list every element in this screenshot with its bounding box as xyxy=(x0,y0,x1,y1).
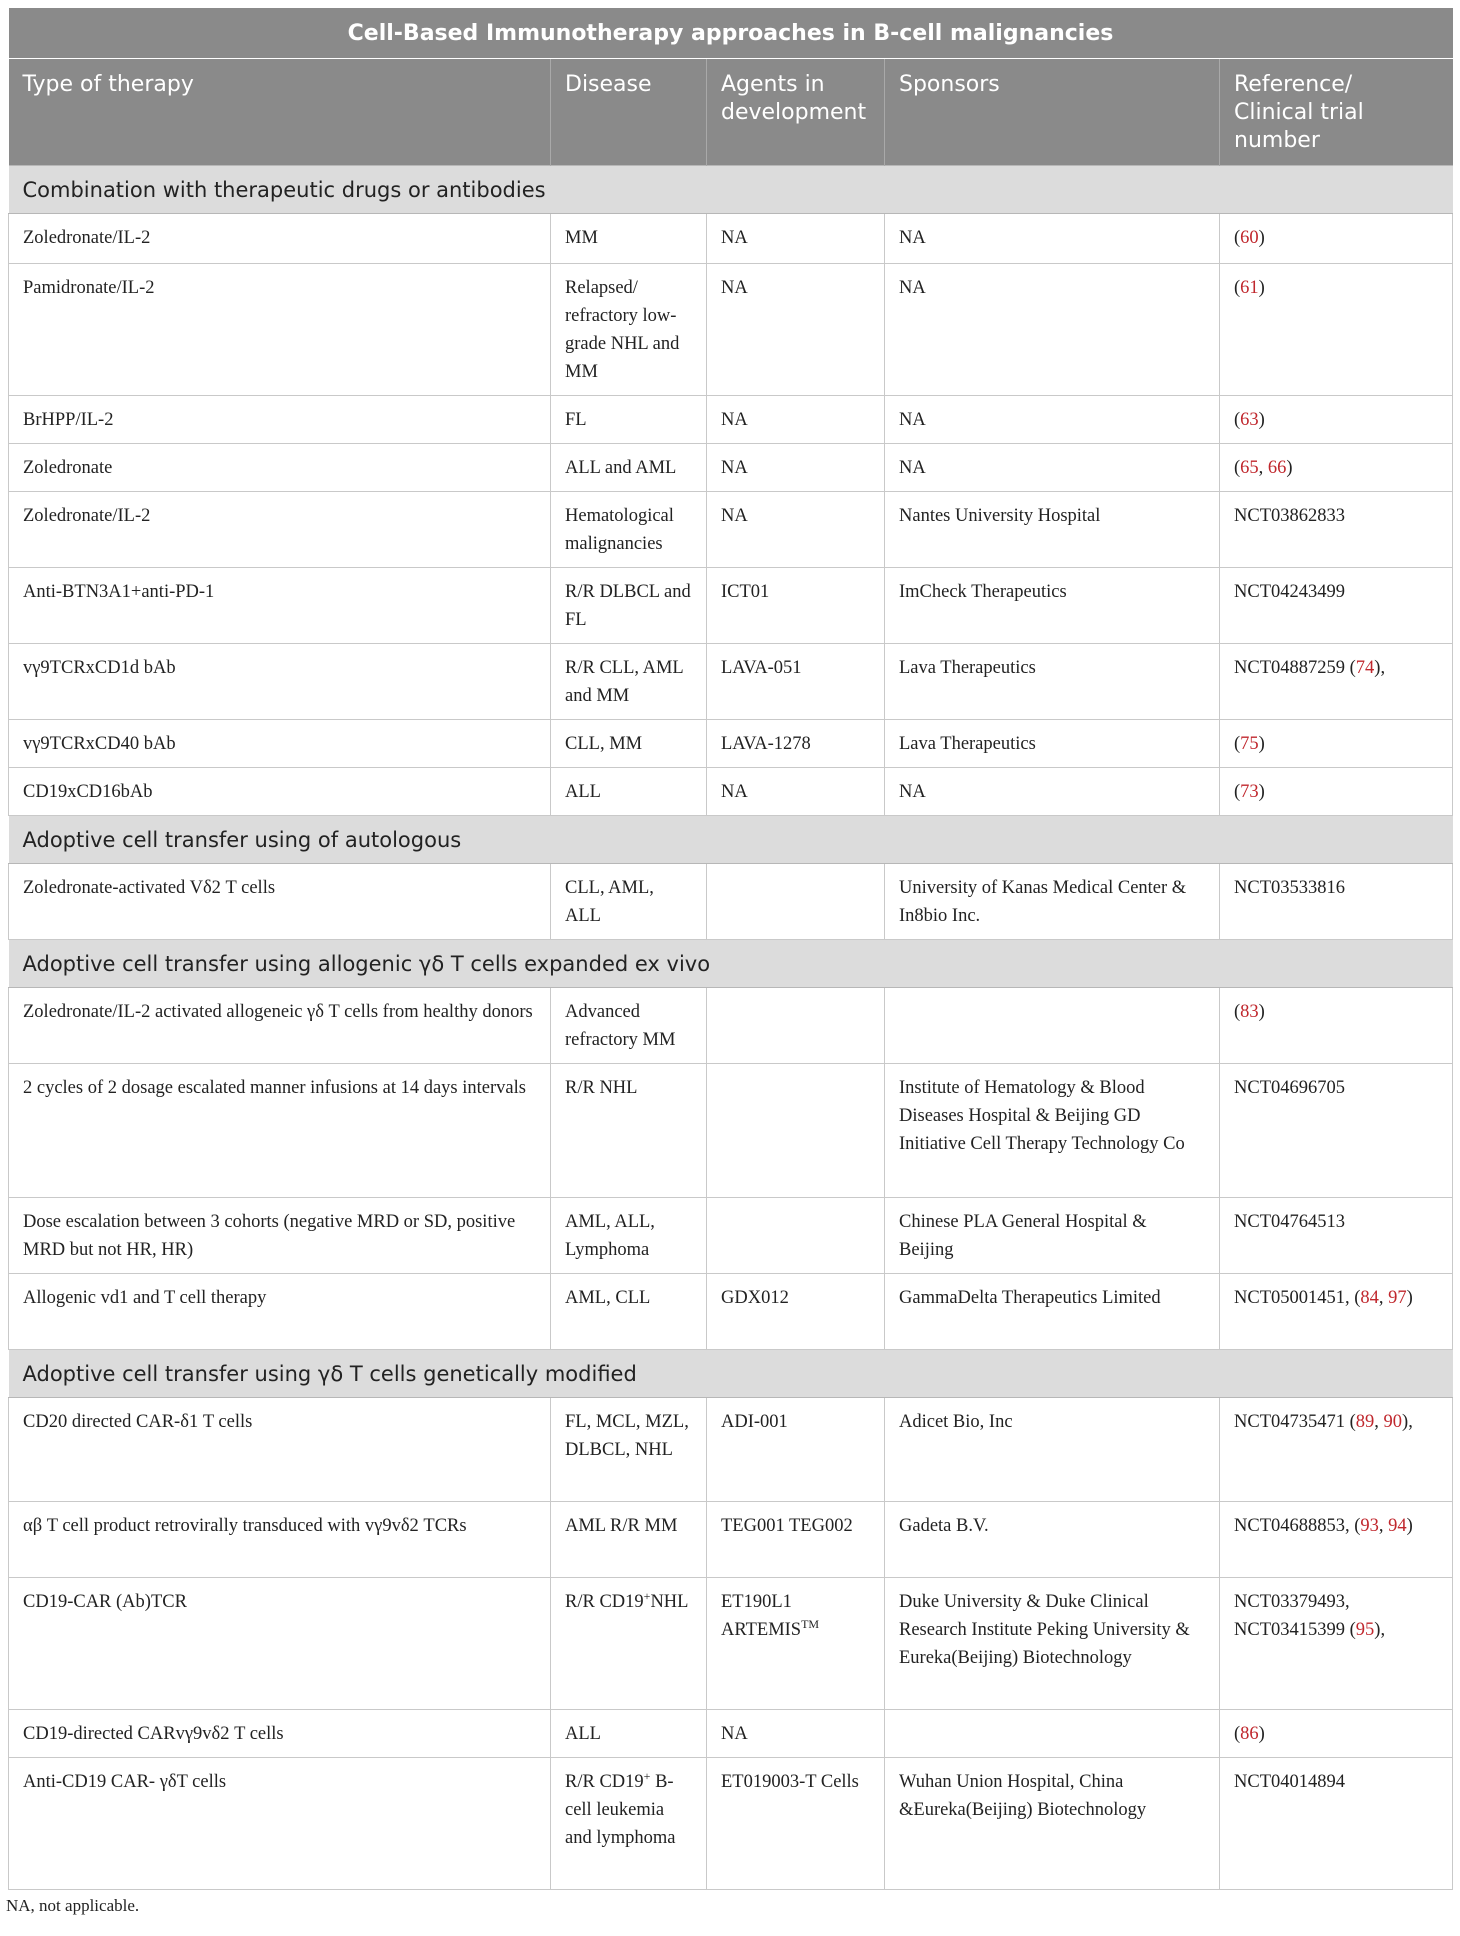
sponsors-cell xyxy=(885,1710,1220,1758)
table-body xyxy=(9,166,1453,1890)
reference-cell xyxy=(1220,988,1453,1064)
reference-text: ( xyxy=(1234,278,1241,298)
immunotherapy-table xyxy=(8,8,1453,1890)
reference-text: NCT04696705 xyxy=(1234,1078,1345,1098)
table-row xyxy=(9,568,1453,644)
section-label: Combination with therapeutic drugs or antibodies xyxy=(9,166,1453,214)
header-type-of-therapy: Type of therapy xyxy=(9,59,551,166)
reference-text: NCT04887259 ( xyxy=(1234,658,1356,678)
therapy-cell: vγ9TCRxCD1d bAb xyxy=(9,644,551,720)
section-label: Adoptive cell transfer using allogenic γδ T cells expanded ex vivo xyxy=(9,940,1453,988)
reference-cell xyxy=(1220,644,1453,720)
reference-link[interactable]: 74 xyxy=(1355,658,1375,678)
reference-cell xyxy=(1220,1198,1453,1274)
reference-link[interactable]: 84 xyxy=(1360,1288,1379,1308)
reference-link[interactable]: 89 xyxy=(1355,1412,1375,1432)
reference-text: , xyxy=(1378,1288,1389,1308)
reference-link[interactable]: 60 xyxy=(1240,228,1259,248)
table-row xyxy=(9,1064,1453,1198)
reference-link[interactable]: 75 xyxy=(1240,734,1259,754)
therapy-cell: Zoledronate/IL-2 xyxy=(9,214,551,264)
table-row xyxy=(9,1710,1453,1758)
therapy-cell: Zoledronate/IL-2 xyxy=(9,492,551,568)
table-row xyxy=(9,1578,1453,1710)
reference-cell xyxy=(1220,492,1453,568)
disease-cell: ALL xyxy=(551,1710,707,1758)
sponsors-cell: Gadeta B.V. xyxy=(885,1502,1220,1578)
therapy-cell: vγ9TCRxCD40 bAb xyxy=(9,720,551,768)
reference-cell xyxy=(1220,444,1453,492)
reference-text: NCT03379493, NCT03415399 ( xyxy=(1234,1592,1356,1640)
reference-link[interactable]: 66 xyxy=(1267,458,1287,478)
agents-cell: TEG001 TEG002 xyxy=(707,1502,885,1578)
agents-cell: GDX012 xyxy=(707,1274,885,1350)
table-row xyxy=(9,1198,1453,1274)
table-row xyxy=(9,264,1453,396)
reference-link[interactable]: 65 xyxy=(1240,458,1259,478)
disease-cell: Relapsed/ refractory low-grade NHL and MM xyxy=(551,264,707,396)
table-row xyxy=(9,720,1453,768)
reference-cell xyxy=(1220,1274,1453,1350)
reference-text: NCT05001451, ( xyxy=(1234,1288,1361,1308)
disease-cell: R/R DLBCL and FL xyxy=(551,568,707,644)
agents-cell: LAVA-051 xyxy=(707,644,885,720)
reference-cell xyxy=(1220,1578,1453,1710)
sponsors-cell xyxy=(885,988,1220,1064)
reference-link[interactable]: 94 xyxy=(1388,1516,1407,1536)
agents-cell: ADI-001 xyxy=(707,1398,885,1502)
therapy-cell: CD19-CAR (Ab)TCR xyxy=(9,1578,551,1710)
reference-link[interactable]: 90 xyxy=(1383,1412,1403,1432)
therapy-cell: αβ T cell product retrovirally transduced with vγ9vδ2 TCRs xyxy=(9,1502,551,1578)
therapy-cell: Allogenic vd1 and T cell therapy xyxy=(9,1274,551,1350)
sponsors-cell: Institute of Hematology & Blood Diseases Hospital & Beijing GD Initiative Cell Therapy Technology Co xyxy=(885,1064,1220,1198)
table-row xyxy=(9,644,1453,720)
sponsors-cell: Adicet Bio, Inc xyxy=(885,1398,1220,1502)
disease-cell: MM xyxy=(551,214,707,264)
reference-link[interactable]: 63 xyxy=(1240,410,1259,430)
section-row xyxy=(9,816,1453,864)
reference-text: ) xyxy=(1258,782,1265,802)
reference-text: ) xyxy=(1258,410,1265,430)
reference-cell xyxy=(1220,720,1453,768)
disease-cell: Advanced refractory MM xyxy=(551,988,707,1064)
sponsors-cell: NA xyxy=(885,214,1220,264)
reference-link[interactable]: 73 xyxy=(1240,782,1259,802)
header-sponsors: Sponsors xyxy=(885,59,1220,166)
disease-cell: ALL and AML xyxy=(551,444,707,492)
table-row xyxy=(9,492,1453,568)
table-row xyxy=(9,1502,1453,1578)
sponsors-cell: ImCheck Therapeutics xyxy=(885,568,1220,644)
sponsors-cell: Lava Therapeutics xyxy=(885,720,1220,768)
header-row xyxy=(9,59,1453,166)
sponsors-cell: Nantes University Hospital xyxy=(885,492,1220,568)
reference-cell xyxy=(1220,864,1453,940)
therapy-cell: CD19xCD16bAb xyxy=(9,768,551,816)
disease-cell: R/R CLL, AML and MM xyxy=(551,644,707,720)
reference-link[interactable]: 93 xyxy=(1360,1516,1379,1536)
reference-text: ) xyxy=(1258,1724,1265,1744)
table-footnote: NA, not applicable. xyxy=(6,1896,140,1915)
reference-cell xyxy=(1220,264,1453,396)
reference-cell xyxy=(1220,1064,1453,1198)
table-container xyxy=(8,8,1452,1916)
reference-text: , xyxy=(1374,1412,1384,1432)
therapy-cell: Pamidronate/IL-2 xyxy=(9,264,551,396)
therapy-cell: Zoledronate/IL-2 activated allogeneic γδ T cells from healthy donors xyxy=(9,988,551,1064)
sponsors-cell: Lava Therapeutics xyxy=(885,644,1220,720)
table-row xyxy=(9,1758,1453,1890)
reference-link[interactable]: 95 xyxy=(1355,1620,1375,1640)
reference-text: NCT04688853, ( xyxy=(1234,1516,1361,1536)
disease-cell: R/R NHL xyxy=(551,1064,707,1198)
reference-text: ( xyxy=(1234,1002,1241,1022)
header-disease: Disease xyxy=(551,59,707,166)
table-row xyxy=(9,444,1453,492)
agents-cell: ET190L1 ARTEMIS™ xyxy=(707,1578,885,1710)
therapy-cell: Zoledronate-activated Vδ2 T cells xyxy=(9,864,551,940)
agents-cell: NA xyxy=(707,396,885,444)
table-row xyxy=(9,396,1453,444)
reference-cell xyxy=(1220,568,1453,644)
reference-text: ) xyxy=(1286,458,1293,478)
reference-text: ( xyxy=(1234,1724,1241,1744)
reference-text: NCT04014894 xyxy=(1234,1772,1345,1792)
disease-cell: FL xyxy=(551,396,707,444)
agents-cell: NA xyxy=(707,264,885,396)
table-title-row xyxy=(9,8,1453,59)
agents-cell: ET019003-T Cells xyxy=(707,1758,885,1890)
disease-cell: Hematological malignancies xyxy=(551,492,707,568)
disease-cell: FL, MCL, MZL, DLBCL, NHL xyxy=(551,1398,707,1502)
reference-text: NCT03862833 xyxy=(1234,506,1345,526)
agents-cell xyxy=(707,864,885,940)
therapy-cell: BrHPP/IL-2 xyxy=(9,396,551,444)
table-row xyxy=(9,864,1453,940)
reference-text: NCT03533816 xyxy=(1234,878,1345,898)
reference-text: , xyxy=(1378,1516,1389,1536)
disease-cell: ALL xyxy=(551,768,707,816)
reference-link[interactable]: 61 xyxy=(1240,278,1259,298)
reference-text: ( xyxy=(1234,734,1241,754)
reference-text: ) xyxy=(1258,278,1265,298)
reference-text: ), xyxy=(1374,1620,1386,1640)
sponsors-cell: NA xyxy=(885,444,1220,492)
reference-text: ), xyxy=(1402,1412,1413,1432)
therapy-cell: Anti-BTN3A1+anti-PD-1 xyxy=(9,568,551,644)
therapy-cell: Anti-CD19 CAR- γδT cells xyxy=(9,1758,551,1890)
reference-text: NCT04243499 xyxy=(1234,582,1345,602)
reference-link[interactable]: 86 xyxy=(1240,1724,1259,1744)
section-row xyxy=(9,940,1453,988)
disease-cell: AML, CLL xyxy=(551,1274,707,1350)
table-row xyxy=(9,1398,1453,1502)
sponsors-cell: Wuhan Union Hospital, China &Eureka(Beijing) Biotechnology xyxy=(885,1758,1220,1890)
therapy-cell: 2 cycles of 2 dosage escalated manner infusions at 14 days intervals xyxy=(9,1064,551,1198)
disease-cell: AML R/R MM xyxy=(551,1502,707,1578)
reference-cell xyxy=(1220,1398,1453,1502)
agents-cell xyxy=(707,1064,885,1198)
disease-cell: AML, ALL, Lymphoma xyxy=(551,1198,707,1274)
reference-text: NCT04764513 xyxy=(1234,1212,1345,1232)
disease-cell: CLL, AML, ALL xyxy=(551,864,707,940)
agents-cell xyxy=(707,1198,885,1274)
therapy-cell: Dose escalation between 3 cohorts (negative MRD or SD, positive MRD but not HR, HR) xyxy=(9,1198,551,1274)
reference-cell xyxy=(1220,1710,1453,1758)
header-agents: Agents in development xyxy=(707,59,885,166)
disease-cell: CLL, MM xyxy=(551,720,707,768)
reference-cell xyxy=(1220,1758,1453,1890)
agents-cell: NA xyxy=(707,492,885,568)
reference-link[interactable]: 83 xyxy=(1240,1002,1259,1022)
reference-text: ) xyxy=(1406,1288,1413,1308)
agents-cell xyxy=(707,988,885,1064)
sponsors-cell: NA xyxy=(885,768,1220,816)
agents-cell: NA xyxy=(707,1710,885,1758)
reference-cell xyxy=(1220,214,1453,264)
reference-text: ( xyxy=(1234,782,1241,802)
agents-cell: NA xyxy=(707,214,885,264)
disease-cell: R/R CD19+ B-cell leukemia and lymphoma xyxy=(551,1758,707,1890)
sponsors-cell: Duke University & Duke Clinical Research Institute Peking University & Eureka(Beijing) Biotechnology xyxy=(885,1578,1220,1710)
table-row xyxy=(9,988,1453,1064)
reference-text: ) xyxy=(1258,1002,1265,1022)
table-row xyxy=(9,1274,1453,1350)
agents-cell: NA xyxy=(707,444,885,492)
reference-text: ) xyxy=(1258,228,1265,248)
sponsors-cell: Chinese PLA General Hospital & Beijing xyxy=(885,1198,1220,1274)
therapy-cell: Zoledronate xyxy=(9,444,551,492)
table-row xyxy=(9,214,1453,264)
sponsors-cell: NA xyxy=(885,264,1220,396)
table-row xyxy=(9,768,1453,816)
disease-cell: R/R CD19+NHL xyxy=(551,1578,707,1710)
reference-cell xyxy=(1220,1502,1453,1578)
section-label: Adoptive cell transfer using γδ T cells genetically modified xyxy=(9,1350,1453,1398)
reference-text: ), xyxy=(1374,658,1386,678)
reference-cell xyxy=(1220,396,1453,444)
agents-cell: NA xyxy=(707,768,885,816)
reference-text: , xyxy=(1258,458,1268,478)
section-row xyxy=(9,166,1453,214)
agents-cell: LAVA-1278 xyxy=(707,720,885,768)
header-reference: Reference/ Clinical trial number xyxy=(1220,59,1453,166)
sponsors-cell: GammaDelta Therapeutics Limited xyxy=(885,1274,1220,1350)
reference-text: ( xyxy=(1234,410,1241,430)
reference-cell xyxy=(1220,768,1453,816)
sponsors-cell: University of Kanas Medical Center & In8bio Inc. xyxy=(885,864,1220,940)
reference-text: ) xyxy=(1258,734,1265,754)
table-title: Cell-Based Immunotherapy approaches in B-cell malignancies xyxy=(9,8,1453,59)
reference-text: ( xyxy=(1234,228,1241,248)
reference-link[interactable]: 97 xyxy=(1388,1288,1407,1308)
section-label: Adoptive cell transfer using of autologous xyxy=(9,816,1453,864)
therapy-cell: CD20 directed CAR-δ1 T cells xyxy=(9,1398,551,1502)
reference-text: ( xyxy=(1234,458,1241,478)
sponsors-cell: NA xyxy=(885,396,1220,444)
reference-text: ) xyxy=(1406,1516,1413,1536)
therapy-cell: CD19-directed CARvγ9vδ2 T cells xyxy=(9,1710,551,1758)
reference-text: NCT04735471 ( xyxy=(1234,1412,1356,1432)
section-row xyxy=(9,1350,1453,1398)
agents-cell: ICT01 xyxy=(707,568,885,644)
